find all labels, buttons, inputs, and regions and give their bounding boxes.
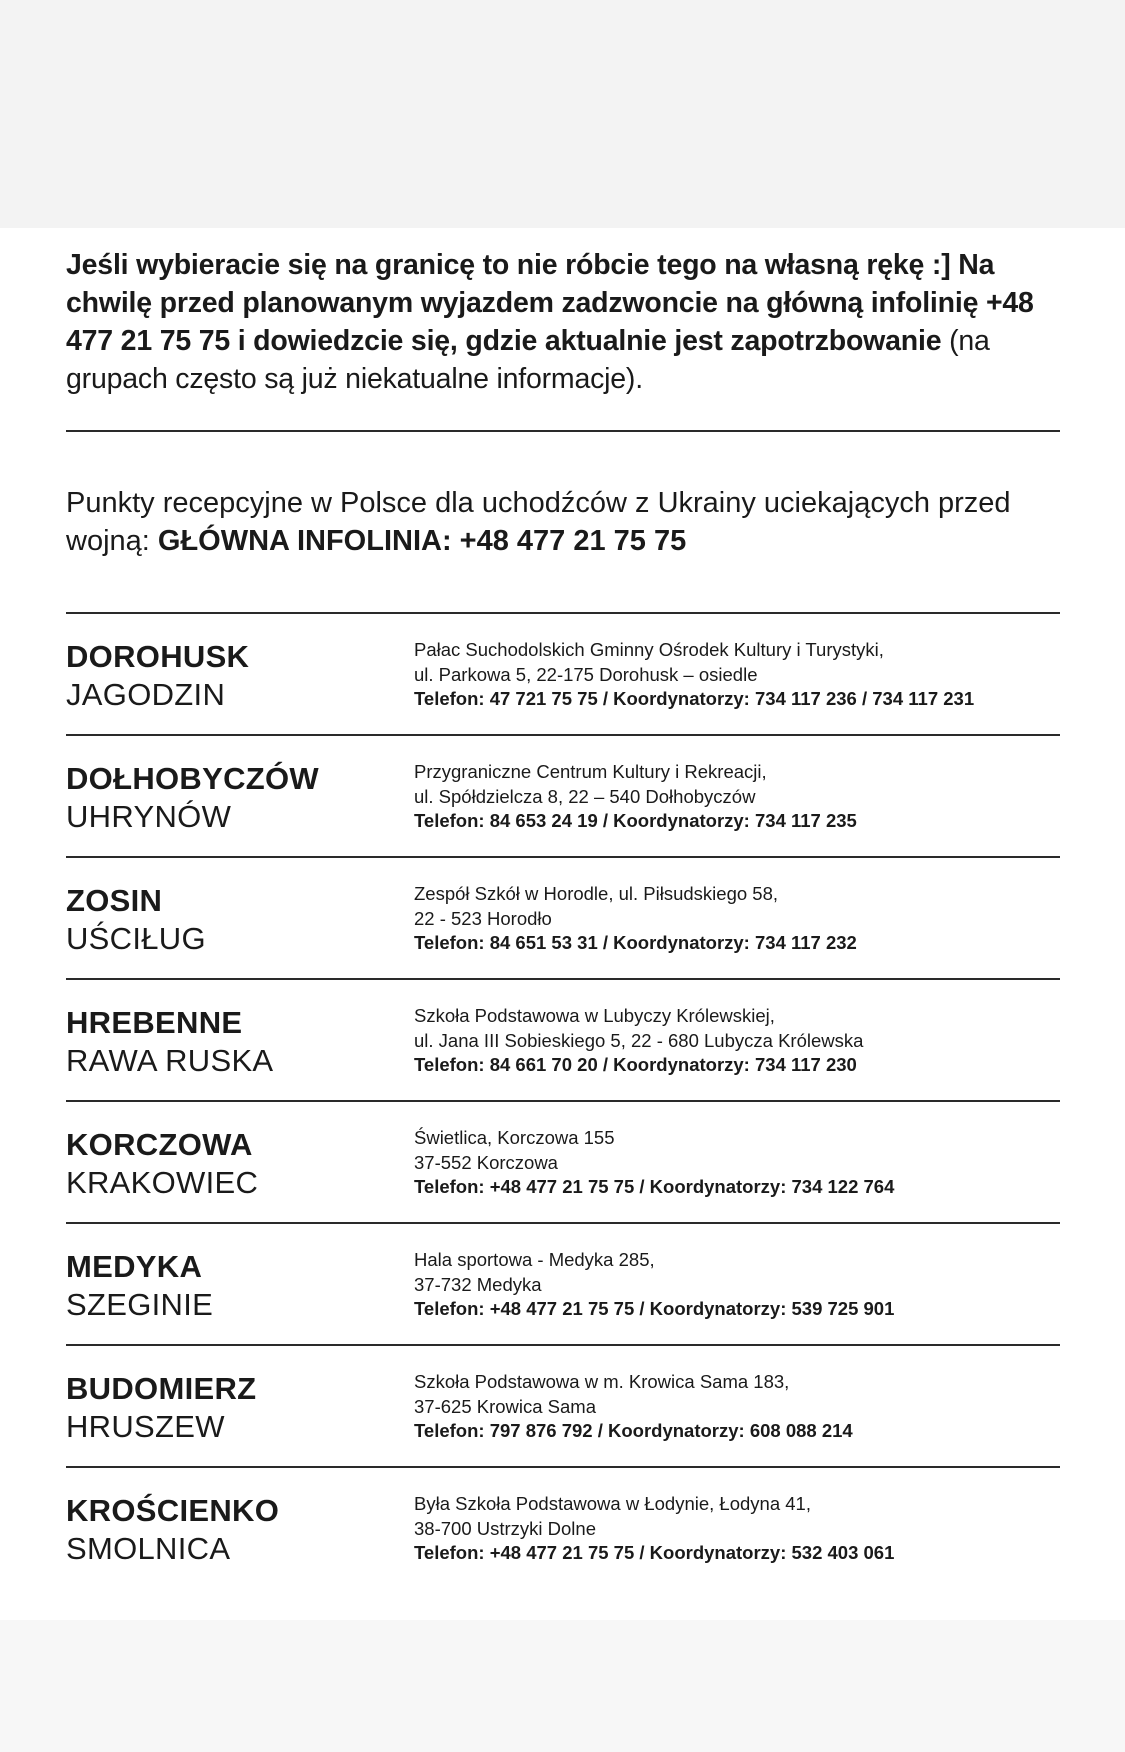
point-details xyxy=(414,638,1074,712)
address-line-1: Zespół Szkół w Horodle, ul. Piłsudskiego 58, xyxy=(414,883,779,904)
polish-crossing-name: KROŚCIENKO xyxy=(66,1493,280,1528)
ukrainian-crossing-name: RAWA RUSKA xyxy=(66,1043,274,1078)
crossing-names xyxy=(66,1492,406,1568)
reception-point-row xyxy=(66,1466,1060,1588)
point-details xyxy=(414,760,1074,834)
phone-line: Telefon: +48 477 21 75 75 / Koordynatorzy: 539 725 901 xyxy=(414,1298,895,1319)
address-line-1: Szkoła Podstawowa w m. Krowica Sama 183, xyxy=(414,1371,790,1392)
polish-crossing-name: BUDOMIERZ xyxy=(66,1371,257,1406)
crossing-names xyxy=(66,1126,406,1202)
reception-point-row xyxy=(66,612,1060,734)
point-details xyxy=(414,1492,1074,1566)
point-details xyxy=(414,882,1074,956)
reception-point-row xyxy=(66,856,1060,978)
phone-line: Telefon: 84 653 24 19 / Koordynatorzy: 734 117 235 xyxy=(414,810,857,831)
ukrainian-crossing-name: JAGODZIN xyxy=(66,677,226,712)
crossing-names xyxy=(66,882,406,958)
address-line-1: Pałac Suchodolskich Gminny Ośrodek Kultury i Turystyki, xyxy=(414,639,884,660)
address-line-2: 37-552 Korczowa xyxy=(414,1151,558,1173)
crossing-names xyxy=(66,1248,406,1324)
ukrainian-crossing-name: KRAKOWIEC xyxy=(66,1165,259,1200)
reception-points-list xyxy=(66,612,1060,1588)
ukrainian-crossing-name: UHRYNÓW xyxy=(66,799,232,834)
polish-crossing-name: DOROHUSK xyxy=(66,639,250,674)
point-details xyxy=(414,1370,1074,1444)
phone-line: Telefon: +48 477 21 75 75 / Koordynatorzy: 532 403 061 xyxy=(414,1542,895,1563)
polish-crossing-name: KORCZOWA xyxy=(66,1127,253,1162)
address-line-1: Hala sportowa - Medyka 285, xyxy=(414,1249,655,1270)
point-details xyxy=(414,1126,1074,1200)
ukrainian-crossing-name: HRUSZEW xyxy=(66,1409,225,1444)
address-line-1: Przygraniczne Centrum Kultury i Rekreacji, xyxy=(414,761,767,782)
address-line-1: Szkoła Podstawowa w Lubyczy Królewskiej, xyxy=(414,1005,775,1026)
address-line-2: 38-700 Ustrzyki Dolne xyxy=(414,1517,596,1539)
phone-line: Telefon: +48 477 21 75 75 / Koordynatorzy: 734 122 764 xyxy=(414,1176,895,1197)
reception-point-row xyxy=(66,1100,1060,1222)
reception-point-row xyxy=(66,734,1060,856)
crossing-names xyxy=(66,760,406,836)
intro-normal-text: (na grupach często są już niekatualne informacje). xyxy=(66,325,990,395)
polish-crossing-name: HREBENNE xyxy=(66,1005,243,1040)
crossing-names xyxy=(66,1004,406,1080)
address-line-1: Była Szkoła Podstawowa w Łodynie, Łodyna 41, xyxy=(414,1493,811,1514)
main-hotline: GŁÓWNA INFOLINIA: +48 477 21 75 75 xyxy=(157,525,687,557)
address-line-2: ul. Spółdzielcza 8, 22 – 540 Dołhobyczów xyxy=(414,785,756,807)
phone-line: Telefon: 84 661 70 20 / Koordynatorzy: 734 117 230 xyxy=(414,1054,857,1075)
intro-paragraph xyxy=(66,246,1060,398)
reception-point-row xyxy=(66,978,1060,1100)
crossing-names xyxy=(66,1370,406,1446)
reception-points-heading xyxy=(66,484,1060,560)
ukrainian-crossing-name: SMOLNICA xyxy=(66,1531,231,1566)
reception-points-text: Punkty recepcyjne w Polsce dla uchodźców z Ukrainy uciekających przed wojną: xyxy=(66,487,1011,557)
polish-crossing-name: DOŁHOBYCZÓW xyxy=(66,761,319,796)
top-blank-band xyxy=(0,0,1125,228)
address-line-2: ul. Jana III Sobieskiego 5, 22 - 680 Lubycza Królewska xyxy=(414,1029,864,1051)
crossing-names xyxy=(66,638,406,714)
ukrainian-crossing-name: SZEGINIE xyxy=(66,1287,214,1322)
phone-line: Telefon: 47 721 75 75 / Koordynatorzy: 734 117 236 / 734 117 231 xyxy=(414,688,975,709)
address-line-2: ul. Parkowa 5, 22-175 Dorohusk – osiedle xyxy=(414,663,758,685)
point-details xyxy=(414,1248,1074,1322)
intro-bold-text: Jeśli wybieracie się na granicę to nie róbcie tego na własną rękę :] Na chwilę przed planowanym wyjazdem zadzwoncie na główną infolinię +48 477 21 75 75 i dowiedzcie się, gdzie aktualnie jest zapotrzbowanie xyxy=(66,249,1034,357)
reception-point-row xyxy=(66,1222,1060,1344)
phone-line: Telefon: 797 876 792 / Koordynatorzy: 608 088 214 xyxy=(414,1420,853,1441)
address-line-2: 37-732 Medyka xyxy=(414,1273,542,1295)
ukrainian-crossing-name: UŚCIŁUG xyxy=(66,921,206,956)
phone-line: Telefon: 84 651 53 31 / Koordynatorzy: 734 117 232 xyxy=(414,932,857,953)
address-line-2: 37-625 Krowica Sama xyxy=(414,1395,597,1417)
address-line-1: Świetlica, Korczowa 155 xyxy=(414,1127,615,1148)
section-divider xyxy=(66,430,1060,432)
point-details xyxy=(414,1004,1074,1078)
address-line-2: 22 - 523 Horodło xyxy=(414,907,552,929)
reception-point-row xyxy=(66,1344,1060,1466)
polish-crossing-name: ZOSIN xyxy=(66,883,163,918)
polish-crossing-name: MEDYKA xyxy=(66,1249,203,1284)
